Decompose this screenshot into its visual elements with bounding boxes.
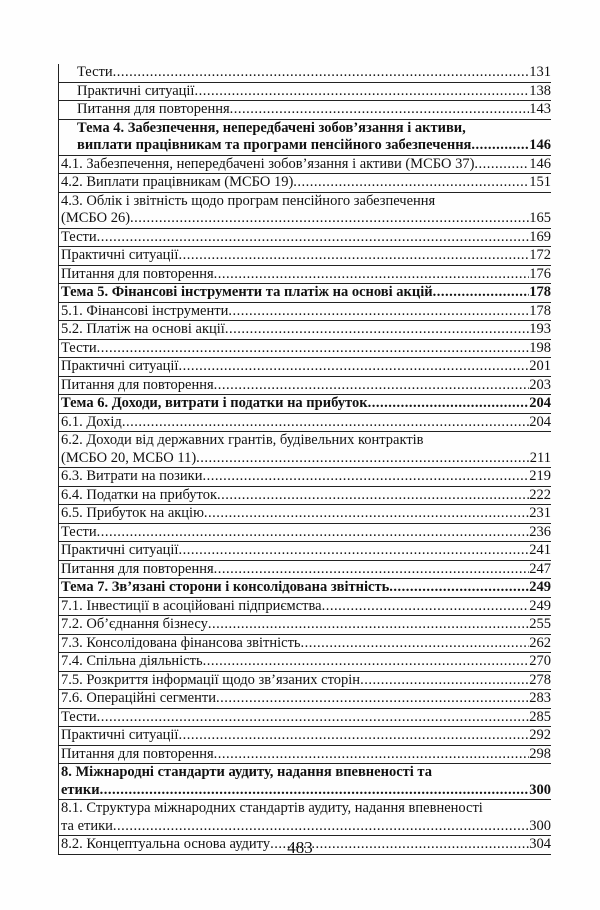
toc-entry [59, 746, 551, 765]
toc-entry [59, 321, 551, 340]
dot-leader [178, 247, 529, 265]
toc-entry [59, 635, 551, 654]
dot-leader [202, 468, 529, 486]
toc-entry-page-number: 178 [529, 302, 551, 319]
dot-leader [97, 709, 530, 727]
toc-entry-title: 6.1. Дохід [61, 413, 122, 430]
toc-entry-page-number: 201 [529, 358, 551, 374]
toc-entry [59, 101, 551, 120]
toc-entry-page-number: 255 [529, 616, 551, 632]
toc-heading [59, 284, 551, 303]
toc-entry [59, 542, 551, 561]
toc-entry-title: 7.1. Інвестиції в асоційовані підприємства [61, 597, 322, 614]
toc-entry-title: 4.2. Виплати працівникам (МСБО 19) [61, 174, 294, 190]
dot-leader [97, 524, 530, 542]
toc-entry [59, 598, 551, 617]
toc-entry-page-number: 262 [529, 634, 551, 651]
toc-entry [59, 709, 551, 728]
toc-entry-page-number: 292 [529, 727, 551, 743]
toc-entry-page-number: 204 [529, 395, 551, 411]
toc-entry-title: Питання для повторення [61, 376, 214, 393]
toc-entry-title: Практичні ситуації [61, 542, 179, 558]
dot-leader [196, 450, 530, 468]
toc-entry-page-number: 236 [529, 523, 551, 540]
dot-leader [122, 414, 529, 432]
toc-entry-title: Тести [61, 523, 97, 540]
toc-entry-page-number: 304 [529, 836, 551, 852]
dot-leader [474, 156, 529, 174]
toc-entry-page-number: 300 [529, 817, 551, 834]
toc-entry-page-number: 211 [529, 449, 551, 466]
table-of-contents [58, 64, 551, 855]
toc-entry-page-number: 283 [529, 690, 551, 706]
toc-heading [59, 764, 551, 800]
toc-entry-title: виплати працівникам та програми пенсійного забезпечення [77, 137, 472, 153]
toc-entry-page-number: 165 [529, 210, 551, 226]
dot-leader [178, 542, 529, 560]
toc-entry-title: 6.4. Податки на прибуток [61, 486, 217, 503]
toc-entry-title: 6.5. Прибуток на акцію [61, 505, 204, 521]
toc-entry-page-number: 146 [529, 137, 551, 153]
dot-leader [471, 137, 529, 155]
dot-leader [360, 672, 529, 690]
toc-entry-page-number: 198 [529, 339, 551, 356]
toc-entry-title: Тести [61, 339, 97, 356]
toc-entry-title: 7.5. Розкриття інформації щодо зв’язаних сторін [61, 671, 361, 688]
toc-entry-title: Тести [61, 228, 97, 245]
dot-leader [113, 818, 529, 836]
dot-leader [178, 727, 529, 745]
toc-entry [59, 83, 551, 102]
toc-entry-title: Питання для повторення [61, 265, 214, 282]
toc-entry-page-number: 298 [529, 745, 551, 762]
toc-entry [59, 414, 551, 433]
toc-entry-title-first-line: 4.3. Облік і звітність щодо програм пенсійного забезпечення [61, 192, 436, 209]
toc-entry [59, 690, 551, 709]
toc-entry-title: Тема 7. Зв’язані сторони і консолідована звітність [61, 579, 390, 595]
dot-leader [217, 487, 529, 505]
toc-entry [59, 358, 551, 377]
toc-heading [59, 579, 551, 598]
toc-entry-title: 7.3. Консолідована фінансова звітність [61, 634, 301, 651]
dot-leader [216, 690, 529, 708]
toc-entry-page-number: 222 [529, 486, 551, 503]
toc-entry [59, 653, 551, 672]
toc-entry-title-first-line: 6.2. Доходи від державних грантів, будівельних контрактів [61, 432, 424, 448]
toc-entry-title: Питання для повторення [61, 560, 214, 577]
toc-entry [59, 266, 551, 285]
toc-entry-page-number: 138 [529, 82, 551, 99]
dot-leader [322, 598, 530, 616]
dot-leader [230, 101, 530, 119]
toc-entry-title: Тести [77, 64, 113, 80]
dot-leader [228, 303, 529, 321]
toc-entry [59, 229, 551, 248]
toc-entry-title: Тема 5. Фінансові інструменти та платіж на основі акцій [61, 284, 433, 300]
toc-entry [59, 672, 551, 691]
dot-leader [97, 340, 530, 358]
toc-entry [59, 616, 551, 635]
toc-heading [59, 120, 551, 156]
toc-entry [59, 174, 551, 193]
toc-entry-title: 7.2. Об’єднання бізнесу [61, 616, 208, 632]
toc-entry [59, 340, 551, 359]
toc-entry-page-number: 300 [529, 781, 551, 798]
toc-entry-title: Практичні ситуації [61, 727, 179, 743]
toc-entry-page-number: 285 [529, 708, 551, 725]
toc-entry-page-number: 241 [529, 542, 551, 558]
toc-entry [59, 800, 551, 836]
toc-entry-title: Тести [61, 708, 97, 725]
toc-entry-title: 4.1. Забезпечення, непередбачені зобов’язання і активи (МСБО 37) [61, 155, 475, 172]
toc-entry-title: Питання для повторення [61, 745, 214, 762]
dot-leader [97, 229, 530, 247]
toc-entry-page-number: 172 [529, 247, 551, 263]
toc-entry-page-number: 249 [529, 579, 551, 595]
toc-entry [59, 303, 551, 322]
dot-leader [214, 377, 530, 395]
toc-entry-title: 6.3. Витрати на позики [61, 468, 203, 484]
dot-leader [208, 616, 529, 634]
toc-entry-page-number: 249 [529, 597, 551, 614]
dot-leader [214, 746, 530, 764]
toc-entry-page-number: 247 [529, 560, 551, 577]
toc-entry-page-number: 131 [529, 64, 551, 80]
toc-entry-page-number: 219 [529, 468, 551, 484]
toc-entry-page-number: 169 [529, 228, 551, 245]
toc-entry-title: (МСБО 26) [61, 210, 131, 226]
dot-leader [293, 174, 529, 192]
toc-entry [59, 156, 551, 175]
toc-entry-title: Практичні ситуації [77, 82, 195, 99]
toc-entry-title: та етики [61, 817, 113, 834]
toc-entry [59, 377, 551, 396]
dot-leader [130, 210, 529, 228]
toc-entry-page-number: 146 [529, 155, 551, 172]
toc-entry [59, 561, 551, 580]
dot-leader [204, 505, 529, 523]
dot-leader [225, 321, 529, 339]
toc-entry [59, 468, 551, 487]
toc-entry [59, 247, 551, 266]
toc-entry [59, 505, 551, 524]
dot-leader [203, 653, 530, 671]
toc-entry-title: Питання для повторення [77, 101, 230, 117]
dot-leader [389, 579, 529, 597]
dot-leader [214, 266, 530, 284]
toc-heading [59, 395, 551, 414]
toc-entry-page-number: 143 [529, 101, 551, 117]
toc-entry-title-first-line: 8.1. Структура міжнародних стандартів аудиту, надання впевненості [61, 800, 483, 816]
toc-entry-title: 8.2. Концептуальна основа аудиту [61, 836, 271, 852]
dot-leader [368, 395, 530, 413]
dot-leader [214, 561, 530, 579]
dot-leader [113, 64, 530, 82]
toc-entry-page-number: 178 [529, 284, 551, 300]
toc-entry-page-number: 193 [529, 321, 551, 337]
toc-entry-page-number: 203 [529, 376, 551, 393]
toc-entry-title: Практичні ситуації [61, 358, 179, 374]
dot-leader [301, 635, 530, 653]
toc-entry-page-number: 278 [529, 671, 551, 688]
toc-entry-title: 5.1. Фінансові інструменти [61, 302, 229, 319]
toc-entry-page-number: 204 [529, 413, 551, 430]
dot-leader [100, 782, 530, 800]
toc-entry-title: Практичні ситуації [61, 247, 179, 263]
dot-leader [194, 83, 529, 101]
toc-entry-title: Тема 6. Доходи, витрати і податки на прибуток [61, 395, 368, 411]
toc-entry-title: (МСБО 20, МСБО 11) [61, 449, 197, 466]
toc-entry [59, 487, 551, 506]
toc-entry-title-first-line: 8. Міжнародні стандарти аудиту, надання впевненості та [61, 764, 432, 780]
toc-entry [59, 193, 551, 229]
toc-entry-page-number: 231 [529, 505, 551, 521]
toc-entry-title: 7.4. Спільна діяльність [61, 653, 203, 669]
toc-entry-title: етики [61, 781, 100, 798]
toc-entry [59, 64, 551, 83]
toc-entry-title: 7.6. Операційні сегменти [61, 690, 216, 706]
toc-entry-page-number: 270 [529, 653, 551, 669]
toc-entry-page-number: 151 [529, 174, 551, 190]
toc-entry [59, 524, 551, 543]
page-number: 483 [287, 838, 313, 857]
toc-entry-page-number: 176 [529, 265, 551, 282]
dot-leader [178, 358, 529, 376]
dot-leader [433, 284, 530, 302]
toc-entry [59, 727, 551, 746]
toc-entry-title-first-line: Тема 4. Забезпечення, непередбачені зобов’язання і активи, [77, 119, 466, 136]
toc-entry-title: 5.2. Платіж на основі акції [61, 321, 225, 337]
toc-entry [59, 432, 551, 468]
